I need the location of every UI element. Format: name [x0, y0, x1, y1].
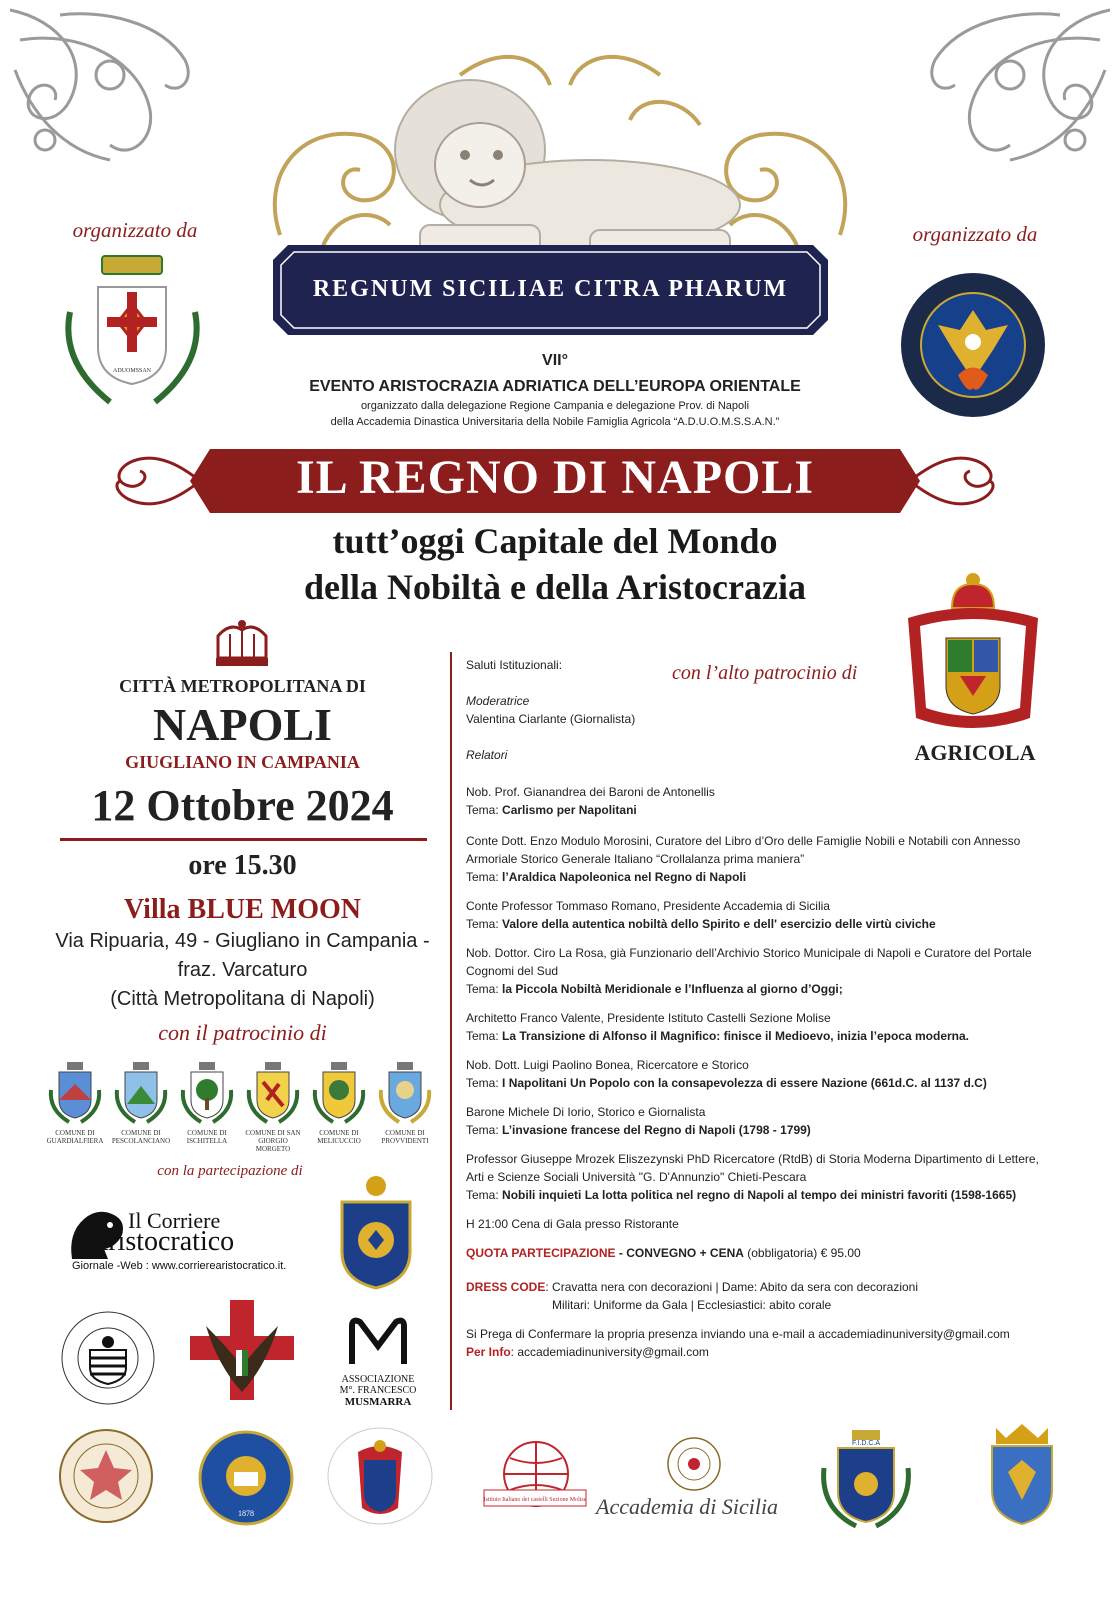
aduomssan-emblem	[50, 252, 220, 412]
speaker-topic: La Transizione di Alfonso il Magnifico: finisce il Medioevo, inizia l’epoca moderna.	[502, 1029, 969, 1043]
theme-label: Tema:	[466, 917, 499, 931]
moderator-label: Moderatrice	[466, 694, 530, 708]
crest-caption: COMUNE DI ISCHITELLA	[186, 1129, 228, 1145]
speaker-5	[466, 1009, 1051, 1045]
theme-label: Tema:	[466, 803, 499, 817]
column-divider	[450, 652, 452, 1410]
patronage-label: con il patrocinio di	[158, 1020, 327, 1045]
venue-name: Villa BLUE MOON	[124, 894, 361, 925]
crest-pescolanciano	[111, 1060, 171, 1160]
info-email: : accademiadinuniversity@gmail.com	[510, 1345, 709, 1359]
corner-ornament-top-left	[0, 0, 200, 170]
crown-icon	[212, 618, 272, 670]
musmarra-line-2: M°. FRANCESCO	[339, 1385, 417, 1396]
footer-emblem-istituto-castelli	[480, 1434, 590, 1520]
dress-code-line-1: : Cravatta nera con decorazioni | Dame: Abito da sera con decorazioni	[545, 1280, 919, 1294]
speaker-4	[466, 944, 1051, 998]
event-title: EVENTO ARISTOCRAZIA ADRIATICA DELL’EUROPA ORIENTALE	[309, 378, 801, 395]
main-title: IL REGNO DI NAPOLI	[295, 451, 815, 504]
crest-melicuccio	[309, 1060, 369, 1160]
speaker-1	[466, 783, 1051, 819]
speaker-name: Conte Dott. Enzo Modulo Morosini, Curatore del Libro d’Oro delle Famiglie Nobili e Notabili con Annesso Armoriale Storico Generale Italiano “Crollalanza prima maniera”	[466, 834, 1021, 866]
accademia-sicilia-text: Accademia di Sicilia	[596, 1494, 779, 1519]
speaker-name: Nob. Prof. Gianandrea dei Baroni de Antonellis	[466, 785, 715, 799]
banner-title: REGNUM SICILIAE CITRA PHARUM	[312, 276, 789, 302]
city-label: CITTÀ METROPOLITANA DI	[119, 676, 366, 696]
speaker-6	[466, 1056, 1051, 1092]
subtitle-line-1: tutt’oggi Capitale del Mondo	[332, 521, 778, 561]
high-patronage-label: con l’alto patrocinio di	[672, 662, 858, 684]
theme-label: Tema:	[466, 982, 499, 996]
speaker-topic: L’invasione francese del Regno di Napoli (1798 - 1799)	[502, 1123, 811, 1137]
footer-emblem-royal-arms	[324, 1424, 436, 1528]
speaker-topic: Nobili inquieti La lotta politica nel regno di Napoli al tempo dei ministri favoriti (1598-1665)	[502, 1188, 1017, 1202]
address-line-3: (Città Metropolitana di Napoli)	[110, 988, 375, 1010]
musmarra-line-1: ASSOCIAZIONE	[341, 1374, 415, 1385]
footer-emblem-accademia-sicilia	[664, 1434, 724, 1494]
crest-san-giorgio-morgeto	[243, 1060, 303, 1160]
theme-label: Tema:	[466, 870, 499, 884]
speaker-topic: I Napolitani Un Popolo con la consapevolezza di essere Nazione (661d.C. al 1137 d.C)	[502, 1076, 987, 1090]
municipality-crests	[45, 1060, 435, 1160]
crest-provvidenti	[375, 1060, 435, 1160]
crest-caption: COMUNE DI PESCOLANCIANO	[111, 1129, 171, 1145]
corriere-line-1: Il Corriere	[128, 1208, 221, 1233]
corriere-line-2: Aristocratico	[88, 1226, 235, 1257]
speaker-topic: Carlismo per Napolitani	[502, 803, 637, 817]
event-date: 12 Ottobre 2024	[91, 781, 394, 830]
theme-label: Tema:	[466, 1029, 499, 1043]
speaker-7	[466, 1103, 1051, 1139]
crest-caption: COMUNE DI PROVVIDENTI	[381, 1129, 429, 1145]
speaker-2	[466, 832, 1051, 886]
town-name: GIUGLIANO IN CAMPANIA	[125, 752, 360, 772]
red-cross-eagle-emblem	[186, 1296, 298, 1404]
crest-caption: COMUNE DI SAN GIORGIO MORGETO	[245, 1129, 301, 1153]
info-label: Per Info	[466, 1345, 511, 1359]
aduomssan-caption: ADUOMSSAN	[112, 368, 152, 374]
corner-ornament-top-right	[920, 0, 1120, 170]
gala-dinner: H 21:00 Cena di Gala presso Ristorante	[466, 1217, 679, 1231]
crest-ischitella	[177, 1060, 237, 1160]
aristocrazia-adriatica-emblem	[898, 270, 1048, 420]
theme-label: Tema:	[466, 1188, 499, 1202]
ordine-shield-emblem	[336, 1172, 416, 1292]
city-name: NAPOLI	[153, 699, 332, 750]
musmarra-m-logo	[342, 1312, 414, 1372]
corriere-web: Giornale -Web : www.corrierearistocratico.it.	[72, 1260, 287, 1272]
program-section	[466, 656, 1051, 1361]
speaker-name: Barone Michele Di Iorio, Storico e Giornalista	[466, 1105, 706, 1119]
speaker-topic: Valore della autentica nobiltà dello Spirito e dell' esercizio delle virtù civiche	[502, 917, 936, 931]
date-divider	[60, 838, 427, 841]
address-line-2: fraz. Varcaturo	[177, 959, 308, 981]
moderator-name: Valentina Ciarlante (Giornalista)	[466, 712, 636, 726]
speaker-name: Nob. Dott. Luigi Paolino Bonea, Ricercatore e Storico	[466, 1058, 749, 1072]
speaker-topic: l’Araldica Napoleonica nel Regno di Napoli	[502, 870, 747, 884]
crest-caption: COMUNE DI MELICUCCIO	[317, 1129, 361, 1145]
footer-emblem-circular-seal	[56, 1426, 156, 1526]
confirm-note: Si Prega di Confermare la propria presenza inviando una e-mail a accademiadinuniversity@gmail.com	[466, 1327, 1010, 1341]
edition: VII°	[542, 352, 568, 369]
footer-emblem-libro-doro	[196, 1428, 296, 1528]
organized-by-left: organizzato da	[72, 218, 198, 242]
address-line-1: Via Ripuaria, 49 - Giugliano in Campania -	[55, 930, 430, 952]
dress-code-line-2: Militari: Uniforme da Gala | Ecclesiastici: abito corale	[552, 1298, 832, 1312]
subtitle-line-2: della Nobiltà e della Aristocrazia	[304, 567, 806, 607]
quota-note: (obbligatoria) € 95.00	[747, 1246, 861, 1260]
footer-emblem-fidca	[816, 1428, 916, 1528]
theme-label: Tema:	[466, 1123, 499, 1137]
lion-statue	[360, 55, 760, 265]
speaker-name: Conte Professor Tommaso Romano, Presidente Accademia di Sicilia	[466, 899, 830, 913]
quota-value: - CONVEGNO + CENA	[618, 1246, 744, 1260]
footer-emblem-blue-shield	[982, 1420, 1062, 1530]
organized-by-right: organizzato da	[912, 222, 1038, 246]
fidca-text: F.I.D.C.A	[851, 1440, 881, 1447]
theme-label: Tema:	[466, 1076, 499, 1090]
speaker-8	[466, 1150, 1051, 1204]
dress-code-label: DRESS CODE	[466, 1280, 546, 1294]
greetings: Saluti Istituzionali:	[466, 658, 563, 672]
organizer-line-1: organizzato dalla delegazione Regione Campania e delegazione Prov. di Napoli	[360, 400, 750, 412]
participation-label: con la partecipazione di	[157, 1163, 303, 1179]
event-time: ore 15.30	[188, 850, 297, 881]
speaker-name: Architetto Franco Valente, Presidente Istituto Castelli Sezione Molise	[466, 1011, 831, 1025]
agricola-label: AGRICOLA	[914, 740, 1036, 765]
organizer-line-2: della Accademia Dinastica Universitaria della Nobile Famiglia Agricola “A.D.U.O.M.S.S.A.N.”	[330, 416, 780, 428]
speakers-label: Relatori	[466, 748, 508, 762]
quota-label: QUOTA PARTECIPAZIONE	[466, 1246, 616, 1260]
speaker-name: Professor Giuseppe Mrozek Eliszezynski PhD Ricercatore (RtdB) di Storia Moderna Dipartimento di Lettere, Arti e Scienze Sociali Università "G. D'Annunzio" Chieti-Pescara	[466, 1152, 1039, 1184]
crest-caption: COMUNE DI GUARDIALFIERA	[46, 1129, 104, 1145]
speaker-name: Nob. Dottor. Ciro La Rosa, già Funzionario dell’Archivio Storico Municipale di Napoli e Curatore del Portale Cognomi del Sud	[466, 946, 1032, 978]
crest-guardialfiera	[45, 1060, 105, 1160]
musmarra-line-3: MUSMARRA	[344, 1396, 412, 1408]
istituto-castelli-text: Istituto Italiano dei castelli Sezione Molise	[483, 1497, 587, 1503]
speaker-topic: la Piccola Nobiltà Meridionale e l’Influenza al giorno d’Oggi;	[502, 982, 843, 996]
studi-araldici-emblem	[58, 1308, 158, 1408]
title-banner	[268, 240, 833, 340]
year-badge: 1878	[238, 1509, 254, 1518]
speaker-3	[466, 897, 1051, 933]
